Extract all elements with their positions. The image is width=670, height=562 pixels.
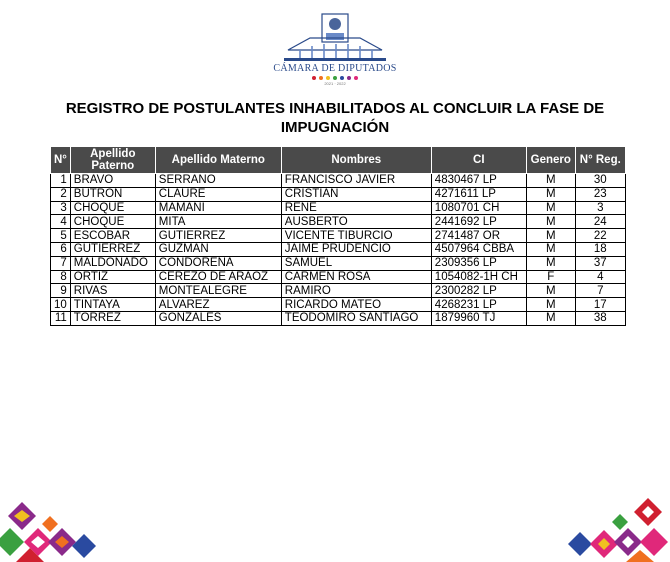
institution-name: CÁMARA DE DIPUTADOS (273, 63, 397, 74)
table-row (51, 187, 626, 201)
numero-registro-cell: 17 (575, 298, 625, 312)
column-header: Genero (526, 147, 575, 174)
ci-cell: 1080701 CH (431, 201, 526, 215)
table-row (51, 242, 626, 256)
numero-registro-cell: 37 (575, 256, 625, 270)
numero-registro-cell: 24 (575, 215, 625, 229)
genero-cell: F (526, 270, 575, 284)
apellido-paterno-cell: ESCOBAR (70, 229, 155, 243)
numero-registro-cell: 22 (575, 229, 625, 243)
nombres-cell: JAIME PRUDENCIO (281, 242, 431, 256)
nombres-cell: VICENTE TIBURCIO (281, 229, 431, 243)
column-header: N° Reg. (575, 147, 625, 174)
apellido-materno-cell: GUZMÁN (155, 242, 281, 256)
row-number-cell: 7 (51, 256, 71, 270)
ci-cell: 2300282 LP (431, 284, 526, 298)
logo-color-dots (272, 76, 398, 80)
apellido-materno-cell: ALVAREZ (155, 298, 281, 312)
table-row (51, 215, 626, 229)
apellido-paterno-cell: CHOQUE (70, 201, 155, 215)
column-header: CI (431, 147, 526, 174)
logo-years: 2021 · 2022 (324, 81, 346, 86)
table-row (51, 270, 626, 284)
apellido-paterno-cell: MALDONADO (70, 256, 155, 270)
apellido-materno-cell: CEREZO DE ARAOZ (155, 270, 281, 284)
numero-registro-cell: 3 (575, 201, 625, 215)
row-number-cell: 9 (51, 284, 71, 298)
ci-cell: 4507964 CBBA (431, 242, 526, 256)
column-header: Apellido Paterno (70, 147, 155, 174)
ci-cell: 4268231 LP (431, 298, 526, 312)
row-number-cell: 4 (51, 215, 71, 229)
nombres-cell: AUSBERTO (281, 215, 431, 229)
apellido-materno-cell: CONDORENA (155, 256, 281, 270)
genero-cell: M (526, 215, 575, 229)
table-row (51, 256, 626, 270)
apellido-paterno-cell: TORREZ (70, 311, 155, 325)
column-header: N° (51, 147, 71, 174)
row-number-cell: 2 (51, 187, 71, 201)
table-row (51, 229, 626, 243)
genero-cell: M (526, 311, 575, 325)
ci-cell: 2309356 LP (431, 256, 526, 270)
table-row (51, 311, 626, 325)
apellido-paterno-cell: GUTIÉRREZ (70, 242, 155, 256)
genero-cell: M (526, 201, 575, 215)
genero-cell: M (526, 229, 575, 243)
ci-cell: 2441692 LP (431, 215, 526, 229)
nombres-cell: RENE (281, 201, 431, 215)
table-row (51, 174, 626, 188)
column-header: Nombres (281, 147, 431, 174)
apellido-paterno-cell: RIVAS (70, 284, 155, 298)
ci-cell: 1879960 TJ (431, 311, 526, 325)
nombres-cell: TEODOMIRO SANTIAGO (281, 311, 431, 325)
row-number-cell: 6 (51, 242, 71, 256)
genero-cell: M (526, 174, 575, 188)
column-header: Apellido Materno (155, 147, 281, 174)
nombres-cell: FRANCISCO JAVIER (281, 174, 431, 188)
ci-cell: 4271611 LP (431, 187, 526, 201)
nombres-cell: CRISTIAN (281, 187, 431, 201)
nombres-cell: CARMEN ROSA (281, 270, 431, 284)
apellido-paterno-cell: TINTAYA (70, 298, 155, 312)
nombres-cell: RICARDO MATEO (281, 298, 431, 312)
apellido-materno-cell: GONZALES (155, 311, 281, 325)
table-header-row (51, 147, 626, 174)
row-number-cell: 8 (51, 270, 71, 284)
apellido-materno-cell: SERRANO (155, 174, 281, 188)
genero-cell: M (526, 256, 575, 270)
apellido-materno-cell: MAMANI (155, 201, 281, 215)
apellido-paterno-cell: ORTIZ (70, 270, 155, 284)
table-row (51, 284, 626, 298)
decorative-pattern-left-icon (0, 492, 100, 562)
nombres-cell: SAMUEL (281, 256, 431, 270)
apellido-paterno-cell: CHOQUE (70, 215, 155, 229)
table-row (51, 298, 626, 312)
decorative-pattern-right-icon (560, 492, 670, 562)
table-row (51, 201, 626, 215)
row-number-cell: 1 (51, 174, 71, 188)
row-number-cell: 5 (51, 229, 71, 243)
numero-registro-cell: 7 (575, 284, 625, 298)
ci-cell: 4830467 LP (431, 174, 526, 188)
numero-registro-cell: 23 (575, 187, 625, 201)
genero-cell: M (526, 298, 575, 312)
ci-cell: 1054082-1H CH (431, 270, 526, 284)
apellido-paterno-cell: BUTRON (70, 187, 155, 201)
apellido-paterno-cell: BRAVO (70, 174, 155, 188)
apellido-materno-cell: MONTEALEGRE (155, 284, 281, 298)
postulantes-table (50, 146, 626, 326)
genero-cell: M (526, 284, 575, 298)
institution-logo (272, 12, 398, 84)
apellido-materno-cell: MITA (155, 215, 281, 229)
document-title: REGISTRO DE POSTULANTES INHABILITADOS AL CONCLUIR LA FASE DE IMPUGNACIÓN (65, 100, 605, 136)
row-number-cell: 3 (51, 201, 71, 215)
nombres-cell: RAMIRO (281, 284, 431, 298)
numero-registro-cell: 30 (575, 174, 625, 188)
building-emblem-icon (280, 12, 390, 62)
numero-registro-cell: 18 (575, 242, 625, 256)
numero-registro-cell: 38 (575, 311, 625, 325)
apellido-materno-cell: CLAURE (155, 187, 281, 201)
genero-cell: M (526, 187, 575, 201)
row-number-cell: 11 (51, 311, 71, 325)
ci-cell: 2741487 OR (431, 229, 526, 243)
apellido-materno-cell: GUTIERREZ (155, 229, 281, 243)
genero-cell: M (526, 242, 575, 256)
numero-registro-cell: 4 (575, 270, 625, 284)
row-number-cell: 10 (51, 298, 71, 312)
